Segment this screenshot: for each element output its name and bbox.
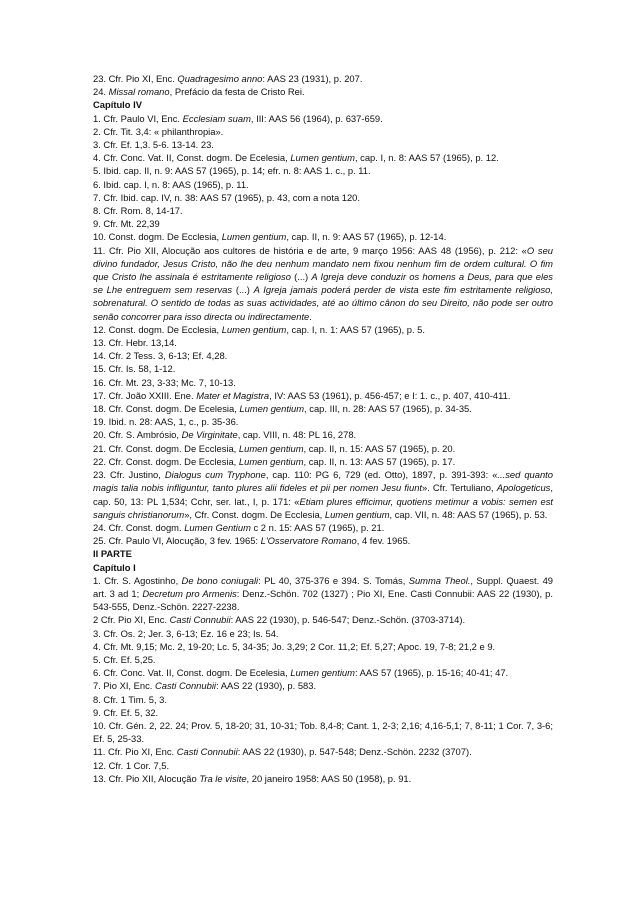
footnote-text: , cap. II, n. 9: AAS 57 (1965), p. 12-14. — [286, 231, 447, 243]
footnote-entry — [93, 323, 553, 336]
footnote-text: , cap. VIII, n. 48: PL 16, 278. — [237, 429, 357, 441]
section-heading — [93, 98, 553, 111]
footnote-text: , cap. III, n. 28: AAS 57 (1965), p. 34-35. — [304, 403, 472, 415]
footnote-text: 5. Cfr. Ef. 5,25. — [93, 653, 156, 665]
italic-citation: A Igreja deve conduzir os homens a Deus, para que eles se Lhe entreguem sem reservas — [93, 271, 553, 296]
footnote-text: , cap. 50, 13: PL 1,534; Cchr, ser. lat., I, p. 171: « — [93, 482, 553, 507]
footnote-entry — [93, 428, 553, 441]
italic-citation: Casti Connubii — [155, 680, 216, 692]
footnote-entry — [93, 534, 553, 547]
footnote-entry — [93, 85, 553, 98]
italic-citation: Lumen gentium — [238, 442, 304, 454]
footnote-entry — [93, 613, 553, 626]
footnote-entry — [93, 468, 553, 521]
footnote-text: 24. — [93, 86, 109, 98]
italic-citation: Casti Connubii — [176, 746, 238, 758]
footnote-text: 8. Cfr. Rom. 8, 14-17. — [93, 205, 183, 217]
footnote-entry — [93, 164, 553, 177]
italic-citation: Lumen gentium — [290, 152, 355, 164]
italic-citation: Lumen gentium — [221, 231, 287, 243]
footnote-entry — [93, 415, 553, 428]
italic-citation: Tra le visite — [199, 772, 247, 784]
footnote-text: : AAS 22 (1930), p. 583. — [216, 680, 317, 692]
footnote-entry — [93, 679, 553, 692]
footnote-text: Capítulo I — [93, 561, 136, 573]
footnote-text: 12. Cfr. 1 Cor. 7,5. — [93, 759, 170, 771]
footnote-entry — [93, 72, 553, 85]
footnote-text: ». Cfr. Tertuliano, — [422, 482, 497, 494]
footnote-entry — [93, 442, 553, 455]
footnote-text: 16. Cfr. Mt. 23, 3-33; Mc. 7, 10-13. — [93, 376, 236, 388]
italic-citation: Lumen gentium — [324, 508, 390, 520]
footnote-entry — [93, 125, 553, 138]
italic-citation: O seu divino fundador, Jesus Cristo, não lhe deu nenhum mandato nem fixou nenhum fim de ordem cultural. O fim que Cristo lhe assinala é estritamente religioso — [93, 244, 553, 283]
footnote-text: 5. Ibid. cap. II, n. 9: AAS 57 (1965), p. 14; efr. n. 8: AAS 1. c., p. 11. — [93, 165, 371, 177]
footnote-entry — [93, 719, 553, 745]
italic-citation: Missal romano — [108, 86, 170, 98]
italic-citation: Lumen Gentium — [184, 521, 251, 533]
footnote-text: , III: AAS 56 (1964), p. 637-659. — [250, 112, 383, 124]
footnote-entry — [93, 521, 553, 534]
italic-citation: Quadragesimo anno — [177, 73, 263, 84]
footnote-text: : PL 40, 375-376 e 394. S. Tomás, — [258, 574, 409, 586]
footnote-text: 13. Cfr. Hebr. 13,14. — [93, 337, 177, 349]
italic-citation: De bono coniugali — [181, 574, 259, 586]
italic-citation: Lumen gentium — [221, 323, 287, 335]
italic-citation: L'Osservatore Romano — [260, 535, 357, 547]
footnote-text: : AAS 57 (1965), p. 15-16; 40-41; 47. — [354, 667, 509, 679]
italic-citation: Casti Connubii — [169, 614, 231, 626]
footnote-text: : AAS 22 (1930), p. 547-548; Denz.-Schön. 2232 (3707). — [237, 746, 472, 758]
footnote-text: 3. Cfr. Os. 2; Jer. 3, 6-13; Ez. 16 e 23; Is. 54. — [93, 627, 279, 639]
footnote-text: », Cfr. Const. dogm. De Ecclesia, — [184, 508, 325, 520]
footnote-text: c 2 n. 15: AAS 57 (1965), p. 21. — [250, 521, 385, 533]
italic-citation: Dialogus cum Tryphone — [164, 469, 266, 481]
footnote-text: : AAS 23 (1931), p. 207. — [262, 73, 363, 84]
footnote-text: 25. Cfr. Paulo VI, Alocução, 3 fev. 1965: — [93, 535, 261, 547]
italic-citation: Apologeticus — [496, 482, 551, 494]
section-heading — [93, 547, 553, 560]
footnote-text: 2 Cfr. Pio XI, Enc. — [93, 614, 170, 626]
italic-citation: Ecclesiam suam — [182, 112, 251, 124]
footnote-text: 17. Cfr. João XXIII. Ene. — [93, 389, 197, 401]
footnote-entry — [93, 745, 553, 758]
footnote-entry — [93, 693, 553, 706]
footnote-text: 7. Pio XI, Enc. — [93, 680, 156, 692]
footnote-text: 10. Cfr. Gén. 2, 22. 24; Prov. 5, 18-20; 31, 10-31; Tob. 8,4-8; Cant. 1, 2-3; 2,16; 4,16-5,1; 7, 8-11; 1 Cor. 7, 3-6; Ef. 5, 25-33. — [93, 719, 553, 745]
footnote-text: 6. Cfr. Conc. Vat. II, Const. dogm. De Ecelesia, — [93, 667, 291, 679]
footnote-entry — [93, 217, 553, 230]
footnote-text: , cap. 110: PG 6, 729 (ed. Otto), 1897, p. 391-393: « — [265, 469, 498, 481]
italic-citation: A Igreja jamais poderá perder de vista este fim estritamente religioso, sobrenatural. O sentido de todas as suas actividades, até ao último cânon do seu Direito, não pode ser outro senão concorrer para isso directa ou indirectamente — [93, 284, 553, 322]
footnote-text: 1. Cfr. S. Agostinho, — [93, 574, 182, 586]
footnote-text: , Suppl. Quaest. 49 art. 3 ad 1; — [93, 574, 553, 599]
footnote-entry — [93, 336, 553, 349]
footnote-text: 7. Cfr. Ibid. cap. IV, n. 38: AAS 57 (1965), p. 43, com a nota 120. — [93, 191, 361, 203]
italic-citation: Etiam plures efficimur, quotiens metimur a vobis: semen est sanguis christianorum — [93, 495, 553, 520]
footnote-entry — [93, 178, 553, 191]
footnote-text: , Prefácio da festa de Cristo Rei. — [169, 86, 305, 98]
footnote-text: 8. Cfr. 1 Tim. 5, 3. — [93, 693, 167, 705]
footnote-text: , cap. I, n. 1: AAS 57 (1965), p. 5. — [286, 323, 425, 335]
footnote-text: , cap. II, n. 13: AAS 57 (1965), p. 17. — [303, 455, 456, 467]
footnote-text: , cap. VII, n. 48: AAS 57 (1965), p. 53. — [389, 508, 548, 520]
footnote-entry — [93, 244, 553, 323]
footnote-text: 15. Cfr. Is. 58, 1-12. — [93, 363, 176, 375]
footnotes-page — [93, 72, 553, 785]
italic-citation: Mater et Magistra — [196, 389, 270, 401]
footnote-text: 10. Const. dogm. De Ecclesia, — [93, 231, 222, 243]
footnote-text: 21. Cfr. Const. dogm. De Ecclesia, — [93, 442, 239, 454]
footnote-text: . — [309, 310, 312, 322]
footnote-entry — [93, 376, 553, 389]
footnote-text: 13. Cfr. Pio XII, Alocução — [93, 772, 200, 784]
footnote-entry — [93, 640, 553, 653]
section-heading — [93, 561, 553, 574]
footnote-entry — [93, 204, 553, 217]
footnote-text: , IV: AAS 53 (1961), p. 456-457; e I: 1. c., p. 407, 410-411. — [269, 389, 511, 401]
footnote-entry — [93, 151, 553, 164]
footnote-text: Capítulo IV — [93, 99, 142, 111]
footnote-entry — [93, 191, 553, 204]
italic-citation: Lumen gentium — [238, 455, 304, 467]
footnote-text: 9. Cfr. Ef. 5, 32. — [93, 706, 159, 718]
italic-citation: De Virginitate — [181, 429, 238, 441]
footnote-entry — [93, 230, 553, 243]
footnote-text: , cap. II, n. 15: AAS 57 (1965), p. 20. — [303, 442, 456, 454]
italic-citation: Summa Theol. — [408, 574, 471, 586]
footnote-entry — [93, 574, 553, 614]
footnote-entry — [93, 362, 553, 375]
footnote-entry — [93, 389, 553, 402]
footnote-entry — [93, 112, 553, 125]
footnote-text: 20. Cfr. S. Ambrósio, — [93, 429, 182, 441]
footnote-text: , 4 fev. 1965. — [356, 535, 411, 547]
footnote-entry — [93, 772, 553, 785]
footnote-entry — [93, 402, 553, 415]
footnote-text: , 20 janeiro 1958: AAS 50 (1958), p. 91. — [246, 772, 412, 784]
footnote-text: 14. Cfr. 2 Tess. 3, 6-13; Ef. 4,28. — [93, 350, 228, 362]
footnote-text: 3. Cfr. Ef. 1,3. 5-6. 13-14. 23. — [93, 139, 214, 151]
italic-citation: Decretum pro Armenis — [142, 587, 237, 599]
footnote-text: 2. Cfr. Tit. 3,4: « philanthropia». — [93, 125, 224, 137]
footnote-text: 1. Cfr. Paulo VI, Enc. — [93, 112, 183, 124]
footnote-entry — [93, 627, 553, 640]
footnote-text: 23. Cfr. Pio XI, Enc. — [93, 73, 178, 84]
footnote-text: 12. Const. dogm. De Ecclesia, — [93, 323, 222, 335]
footnote-text: 4. Cfr. Mt. 9,15; Mc. 2, 19-20; Lc. 5, 34-35; Jo. 3,29; 2 Cor. 11,2; Ef. 5,27; Apoc. 19, 7-8; 21,2 e 9. — [93, 640, 496, 652]
footnote-text: : AAS 22 (1930), p. 546-547; Denz.-Schön. (3703-3714). — [230, 614, 466, 626]
footnote-text: : Denz.-Schön. 702 (1327) ; Pio XI, Ene. Casti Connubii: AAS 22 (1930), p. 543-555, Denz.-Schön. 2227-2238. — [93, 587, 553, 613]
footnote-text: 11. Cfr. Pio XI, Enc. — [93, 746, 177, 758]
footnote-text: , cap. I, n. 8: AAS 57 (1965), p. 12. — [354, 152, 499, 164]
footnote-entry — [93, 138, 553, 151]
footnote-text: II PARTE — [93, 548, 132, 560]
footnote-text: (...) — [232, 284, 254, 296]
footnote-text: 11. Cfr. Pio XII, Alocução aos cultores de história e de arte, 9 março 1956: AAS 48 (1956), p. 212: « — [93, 244, 527, 256]
footnote-entry — [93, 653, 553, 666]
footnote-text: (...) — [290, 271, 312, 283]
footnote-text: 6. Ibid. cap. I, n. 8: AAS (1965), p. 11. — [93, 178, 249, 190]
footnote-entry — [93, 706, 553, 719]
footnote-entry — [93, 349, 553, 362]
italic-citation: Lumen gentium — [239, 403, 305, 415]
footnote-text: 9. Cfr. Mt. 22,39 — [93, 218, 160, 230]
italic-citation: ...sed quanto magis talia nobis infliguntur, tanto plures alii fideles et pii per nomen Jesu fiunt — [93, 469, 553, 494]
footnote-text: 4. Cfr. Conc. Vat. II, Const. dogm. De Ecelesia, — [93, 152, 291, 164]
footnote-text: 22. Cfr. Const. dogm. De Ecclesia, — [93, 455, 239, 467]
footnote-text: 23. Cfr. Justino, — [93, 469, 165, 481]
footnote-text: 19. Ibid. n. 28: AAS, 1, c., p. 35-36. — [93, 416, 239, 428]
footnote-entry — [93, 455, 553, 468]
footnote-text: 24. Cfr. Const. dogm. — [93, 521, 185, 533]
footnote-entry — [93, 759, 553, 772]
footnote-text: 18. Cfr. Const. dogm. De Ecelesia, — [93, 403, 240, 415]
footnote-entry — [93, 666, 553, 679]
italic-citation: Lumen gentium — [290, 667, 355, 679]
